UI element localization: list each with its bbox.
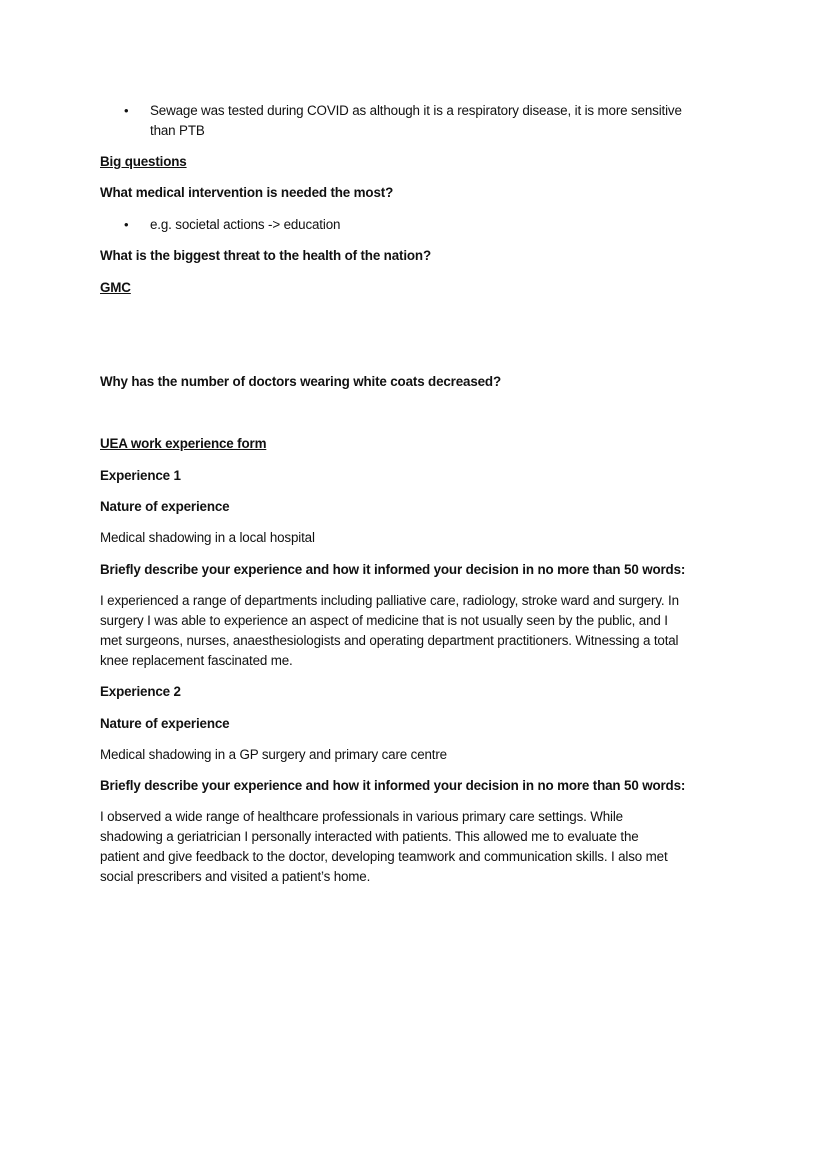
nature-label: Nature of experience (100, 716, 230, 731)
bullet-icon: • (124, 103, 129, 118)
experience-title: Experience 2 (100, 684, 181, 699)
experience-title: Experience 1 (100, 468, 181, 483)
question: What medical intervention is needed the most? (100, 185, 394, 200)
description-line: I observed a wide range of healthcare professionals in various primary care settings. While (100, 809, 623, 824)
bullet-text: Sewage was tested during COVID as although it is a respiratory disease, it is more sensitive (150, 103, 682, 118)
description-line: shadowing a geriatrician I personally interacted with patients. This allowed me to evaluate the (100, 829, 639, 844)
bullet-text: than PTB (150, 123, 205, 138)
nature-value: Medical shadowing in a local hospital (100, 530, 315, 545)
section-heading: GMC (100, 280, 131, 295)
question: Why has the number of doctors wearing white coats decreased? (100, 374, 501, 389)
nature-label: Nature of experience (100, 499, 230, 514)
description-line: knee replacement fascinated me. (100, 653, 293, 668)
describe-label: Briefly describe your experience and how it informed your decision in no more than 50 words: (100, 562, 686, 577)
question: What is the biggest threat to the health of the nation? (100, 248, 431, 263)
bullet-text: e.g. societal actions -> education (150, 217, 341, 232)
section-heading: UEA work experience form (100, 436, 267, 451)
nature-value: Medical shadowing in a GP surgery and primary care centre (100, 747, 447, 762)
description-line: surgery I was able to experience an aspect of medicine that is not usually seen by the public, and I (100, 613, 668, 628)
bullet-icon: • (124, 217, 129, 232)
description-line: I experienced a range of departments including palliative care, radiology, stroke ward and surgery. In (100, 593, 679, 608)
description-line: patient and give feedback to the doctor, developing teamwork and communication skills. I also met (100, 849, 668, 864)
description-line: social prescribers and visited a patient’s home. (100, 869, 371, 884)
describe-label: Briefly describe your experience and how it informed your decision in no more than 50 words: (100, 778, 686, 793)
section-heading: Big questions (100, 154, 187, 169)
description-line: met surgeons, nurses, anaesthesiologists and operating department practitioners. Witnessing a total (100, 633, 679, 648)
